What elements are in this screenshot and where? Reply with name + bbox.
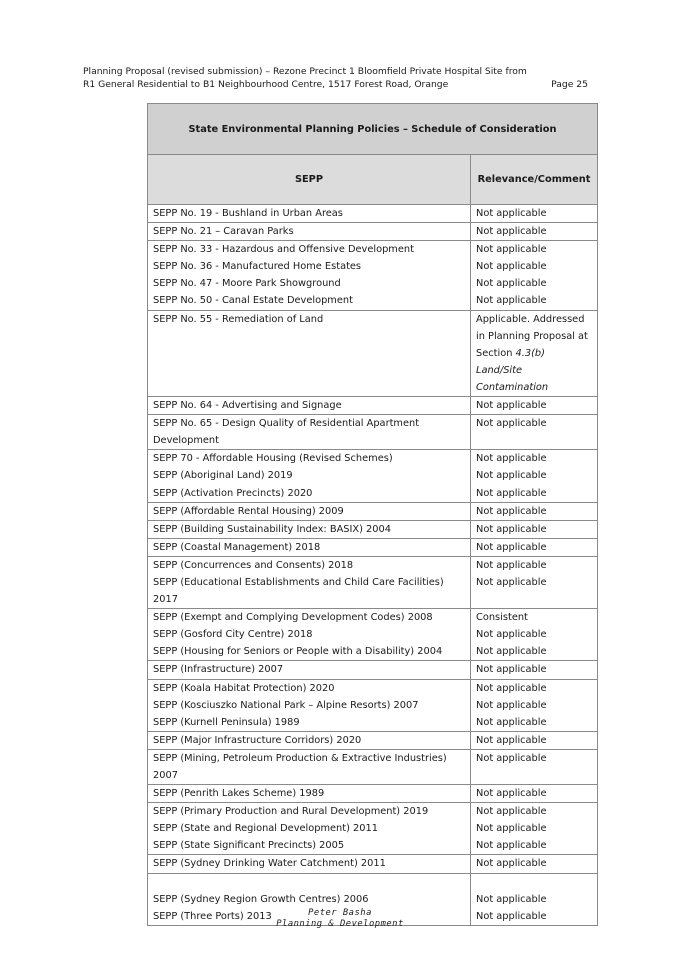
comment-section-ref: 4.3(b) (515, 347, 545, 359)
footer-company: Planning & Development (276, 919, 404, 929)
sepp-name: SEPP (Kurnell Peninsula) 1989 (153, 716, 300, 728)
comment-text: Not applicable (476, 734, 547, 746)
comment-text: Not applicable (476, 752, 547, 764)
sepp-name: SEPP (Gosford City Centre) 2018 (153, 629, 313, 641)
sepp-cell (148, 223, 471, 240)
blank-line (153, 874, 470, 891)
sepp-cell (148, 539, 471, 556)
table-row (148, 397, 597, 415)
comment-text: Not applicable (476, 453, 547, 465)
sepp-cell (148, 855, 471, 872)
sepp-cell (148, 503, 471, 520)
comment-text: Not applicable (476, 208, 547, 219)
sepp-name: SEPP No. 50 - Canal Estate Development (153, 295, 353, 307)
header-title-line1: Planning Proposal (revised submission) – Rezone Precinct 1 Bloomfield Private Hospital Site from (83, 66, 527, 77)
page-footer (0, 908, 680, 930)
table-header-row (148, 155, 597, 205)
sepp-name: SEPP (Mining, Petroleum Production & Extractive Industries) (153, 752, 447, 764)
table-row (148, 521, 597, 539)
comment-cell (471, 415, 597, 449)
sepp-cell (148, 521, 471, 538)
sepp-cell (148, 557, 471, 608)
comment-text: Not applicable (476, 226, 547, 238)
comment-text: Not applicable (476, 541, 547, 553)
sepp-name: SEPP (State and Regional Development) 2011 (153, 823, 378, 835)
sepp-cell (148, 205, 471, 222)
comment-text: Not applicable (476, 682, 547, 694)
sepp-name: SEPP (Major Infrastructure Corridors) 2020 (153, 734, 362, 746)
comment-text-section (476, 345, 593, 362)
sepp-name: SEPP (State Significant Precincts) 2005 (153, 840, 345, 852)
sepp-cell (148, 450, 471, 501)
comment-text: Consistent (476, 612, 528, 624)
sepp-cell (148, 609, 471, 660)
comment-text: Not applicable (476, 646, 547, 658)
footer-author: Peter Basha (308, 908, 372, 918)
comment-cell (471, 680, 597, 731)
comment-cell (471, 803, 597, 854)
table-row (148, 855, 597, 873)
comment-text: Not applicable (476, 910, 547, 922)
sepp-name: SEPP No. 33 - Hazardous and Offensive Development (153, 244, 414, 256)
comment-text: Not applicable (476, 788, 547, 800)
comment-cell (471, 311, 597, 396)
table-row (148, 732, 597, 750)
comment-text: Not applicable (476, 470, 547, 482)
table-row (148, 415, 597, 450)
sepp-name: 2017 (153, 594, 178, 606)
comment-text: Not applicable (476, 823, 547, 835)
sepp-name: SEPP (Infrastructure) 2007 (153, 664, 284, 676)
table-row (148, 539, 597, 557)
sepp-name: Development (153, 435, 219, 447)
sepp-cell (148, 803, 471, 854)
comment-cell (471, 397, 597, 414)
sepp-name: SEPP (Educational Establishments and Child Care Facilities) (153, 576, 444, 588)
comment-text: Not applicable (476, 716, 547, 728)
sepp-name: SEPP (Housing for Seniors or People with a Disability) 2004 (153, 646, 443, 658)
sepp-cell (148, 415, 471, 449)
sepp-schedule-table (147, 103, 598, 926)
sepp-name: SEPP No. 64 - Advertising and Signage (153, 400, 342, 412)
table-row (148, 503, 597, 521)
comment-cell (471, 450, 597, 501)
comment-cell (471, 855, 597, 872)
comment-text: Not applicable (476, 559, 547, 571)
sepp-name: SEPP (Penrith Lakes Scheme) 1989 (153, 788, 325, 800)
comment-cell (471, 539, 597, 556)
sepp-name: SEPP (Three Ports) 2013 (153, 910, 272, 922)
header-title-line2: R1 General Residential to B1 Neighbourhood Centre, 1517 Forest Road, Orange (83, 79, 449, 90)
sepp-cell (148, 680, 471, 731)
sepp-cell (148, 785, 471, 802)
sepp-name: SEPP (Affordable Rental Housing) 2009 (153, 505, 344, 517)
comment-text: Not applicable (476, 629, 547, 641)
table-row (148, 803, 597, 855)
table-row (148, 205, 597, 223)
comment-cell (471, 785, 597, 802)
comment-text: Not applicable (476, 523, 547, 535)
sepp-name: SEPP (Koala Habitat Protection) 2020 (153, 682, 335, 694)
comment-text: Not applicable (476, 505, 547, 517)
table-row (148, 750, 597, 785)
comment-text: in Planning Proposal at (476, 330, 588, 342)
comment-text: Not applicable (476, 699, 547, 711)
comment-cell (471, 223, 597, 240)
sepp-name: SEPP No. 55 - Remediation of Land (153, 313, 324, 325)
comment-cell (471, 661, 597, 678)
comment-text: Not applicable (476, 487, 547, 499)
table-row (148, 311, 597, 397)
column-header-sepp: SEPP (148, 155, 471, 204)
comment-cell (471, 557, 597, 608)
comment-text: Not applicable (476, 893, 547, 905)
comment-text: Not applicable (476, 840, 547, 852)
comment-cell (471, 503, 597, 520)
comment-cell (471, 241, 597, 309)
sepp-cell (148, 397, 471, 414)
comment-text: Applicable. Addressed (476, 313, 585, 325)
sepp-name: SEPP (Building Sustainability Index: BASIX) 2004 (153, 523, 391, 535)
comment-cell (471, 521, 597, 538)
comment-text: Not applicable (476, 418, 547, 430)
sepp-name: SEPP No. 21 – Caravan Parks (153, 226, 294, 238)
sepp-name: SEPP (Coastal Management) 2018 (153, 541, 321, 553)
comment-text: Not applicable (476, 806, 547, 818)
sepp-name: SEPP (Concurrences and Consents) 2018 (153, 559, 354, 571)
sepp-name: SEPP No. 19 - Bushland in Urban Areas (153, 208, 343, 219)
sepp-name: SEPP (Primary Production and Rural Development) 2019 (153, 806, 429, 818)
comment-text: Land/Site (476, 364, 522, 376)
table-row (148, 557, 597, 609)
sepp-name: SEPP No. 47 - Moore Park Showground (153, 278, 341, 290)
comment-cell (471, 732, 597, 749)
sepp-name: SEPP (Activation Precincts) 2020 (153, 487, 313, 499)
sepp-name: SEPP (Sydney Region Growth Centres) 2006 (153, 893, 369, 905)
table-row (148, 223, 597, 241)
page-number: Page 25 (551, 79, 588, 90)
comment-text: Not applicable (476, 576, 547, 588)
comment-text: Not applicable (476, 858, 547, 870)
comment-section-prefix: Section (476, 347, 516, 359)
table-row (148, 450, 597, 502)
sepp-cell (148, 241, 471, 309)
sepp-name: SEPP 70 - Affordable Housing (Revised Schemes) (153, 453, 393, 465)
header-title-line2-row (83, 78, 588, 91)
sepp-cell (148, 661, 471, 678)
comment-cell (471, 750, 597, 784)
comment-text: Not applicable (476, 664, 547, 676)
comment-text: Not applicable (476, 261, 547, 273)
column-header-relevance: Relevance/Comment (477, 174, 591, 185)
sepp-name: SEPP (Aboriginal Land) 2019 (153, 470, 293, 482)
table-row (148, 680, 597, 732)
table-row (148, 241, 597, 310)
sepp-name: SEPP (Kosciuszko National Park – Alpine Resorts) 2007 (153, 699, 419, 711)
page-header (83, 65, 588, 91)
comment-text: Not applicable (476, 244, 547, 256)
sepp-name: SEPP (Exempt and Complying Development Codes) 2008 (153, 612, 433, 624)
comment-cell (471, 205, 597, 222)
table-row (148, 609, 597, 661)
sepp-name: SEPP No. 36 - Manufactured Home Estates (153, 261, 362, 273)
comment-text: Not applicable (476, 400, 547, 412)
table-row (148, 661, 597, 679)
sepp-name: 2007 (153, 770, 178, 781)
sepp-name: SEPP (Sydney Drinking Water Catchment) 2011 (153, 858, 386, 870)
comment-text: Contamination (476, 381, 549, 393)
comment-cell (471, 609, 597, 660)
table-title: State Environmental Planning Policies – Schedule of Consideration (148, 104, 597, 155)
sepp-cell (148, 311, 471, 396)
sepp-cell (148, 750, 471, 784)
sepp-name: SEPP No. 65 - Design Quality of Residential Apartment (153, 418, 420, 430)
sepp-cell (148, 732, 471, 749)
blank-line (476, 874, 593, 891)
comment-text: Not applicable (476, 278, 547, 290)
table-row (148, 785, 597, 803)
comment-text: Not applicable (476, 295, 547, 307)
